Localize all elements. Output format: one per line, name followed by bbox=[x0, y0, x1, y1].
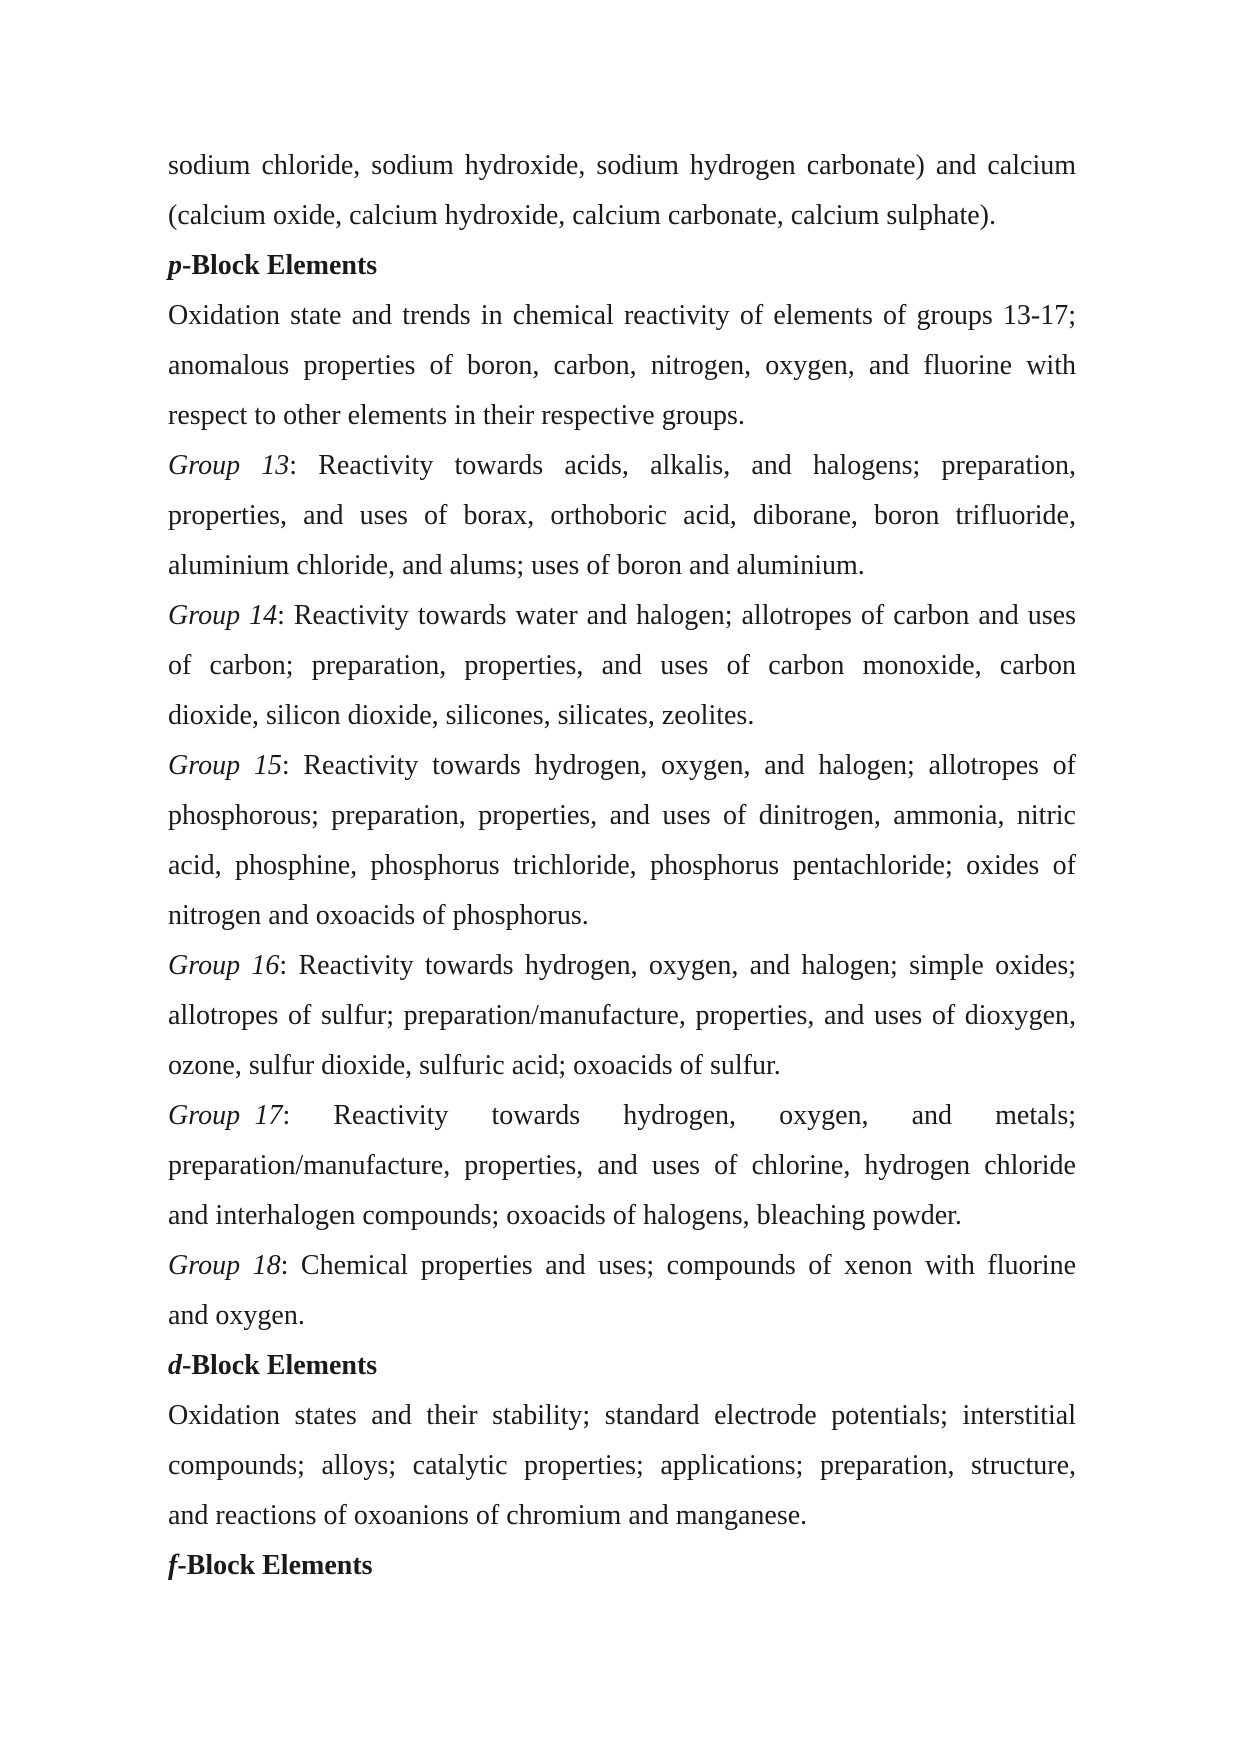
group-text: : Chemical properties and uses; compounds of xenon with fluorine bbox=[280, 1250, 1077, 1281]
group-text: : Reactivity towards hydrogen, oxygen, and halogen; allotropes of bbox=[281, 750, 1077, 781]
text-line: properties, and uses of borax, orthoboric acid, diborane, boron trifluoride, bbox=[168, 500, 1076, 531]
group-label: Group 14 bbox=[168, 600, 278, 631]
text-line: and interhalogen compounds; oxoacids of halogens, bleaching powder. bbox=[168, 1200, 962, 1231]
text-line: respect to other elements in their respective groups. bbox=[168, 400, 745, 431]
text-line: ozone, sulfur dioxide, sulfuric acid; oxoacids of sulfur. bbox=[168, 1050, 781, 1081]
text-line: nitrogen and oxoacids of phosphorus. bbox=[168, 900, 589, 931]
text-line: and oxygen. bbox=[168, 1300, 305, 1331]
group-16-line bbox=[168, 941, 1076, 991]
heading-letter: p bbox=[168, 250, 182, 281]
text-line: allotropes of sulfur; preparation/manufacture, properties, and uses of dioxygen, bbox=[168, 1000, 1076, 1031]
group-label: Group 15 bbox=[168, 750, 282, 781]
group-text: : Reactivity towards acids, alkalis, and halogens; preparation, bbox=[289, 450, 1077, 481]
text-line: anomalous properties of boron, carbon, nitrogen, oxygen, and fluorine with bbox=[168, 350, 1076, 381]
heading-letter: f bbox=[168, 1550, 178, 1581]
text-line: aluminium chloride, and alums; uses of boron and aluminium. bbox=[168, 550, 865, 581]
text-line: acid, phosphine, phosphorus trichloride, phosphorus pentachloride; oxides of bbox=[168, 850, 1076, 881]
group-text: : Reactivity towards hydrogen, oxygen, and halogen; simple oxides; bbox=[279, 950, 1077, 981]
document-page bbox=[168, 141, 1076, 1591]
group-18-line bbox=[168, 1241, 1076, 1291]
section-heading-p-block bbox=[168, 241, 1076, 291]
group-17-line bbox=[168, 1091, 1076, 1141]
group-14-line bbox=[168, 591, 1076, 641]
text-line: preparation/manufacture, properties, and uses of chlorine, hydrogen chloride bbox=[168, 1150, 1076, 1181]
heading-text: -Block Elements bbox=[182, 250, 378, 281]
text-line: compounds; alloys; catalytic properties; applications; preparation, structure, bbox=[168, 1450, 1076, 1481]
text-line: (calcium oxide, calcium hydroxide, calcium carbonate, calcium sulphate). bbox=[168, 200, 996, 231]
heading-letter: d bbox=[168, 1350, 182, 1381]
text-line: Oxidation state and trends in chemical reactivity of elements of groups 13-17; bbox=[168, 300, 1076, 331]
text-line: sodium chloride, sodium hydroxide, sodium hydrogen carbonate) and calcium bbox=[168, 150, 1076, 181]
group-label: Group 18 bbox=[168, 1250, 281, 1281]
heading-text: -Block Elements bbox=[177, 1550, 373, 1581]
section-heading-d-block bbox=[168, 1341, 1076, 1391]
text-line: of carbon; preparation, properties, and uses of carbon monoxide, carbon bbox=[168, 650, 1076, 681]
text-line: phosphorous; preparation, properties, and uses of dinitrogen, ammonia, nitric bbox=[168, 800, 1076, 831]
text-line: dioxide, silicon dioxide, silicones, silicates, zeolites. bbox=[168, 700, 755, 731]
section-heading-f-block bbox=[168, 1541, 1076, 1591]
group-label: Group 16 bbox=[168, 950, 280, 981]
heading-text: -Block Elements bbox=[182, 1350, 378, 1381]
group-15-line bbox=[168, 741, 1076, 791]
text-line: and reactions of oxoanions of chromium and manganese. bbox=[168, 1500, 808, 1531]
group-label: Group 17 bbox=[168, 1100, 283, 1131]
group-13-line bbox=[168, 441, 1076, 491]
group-label: Group 13 bbox=[168, 450, 290, 481]
group-text: : Reactivity towards hydrogen, oxygen, and metals; bbox=[282, 1100, 1077, 1131]
text-line: Oxidation states and their stability; standard electrode potentials; interstitial bbox=[168, 1400, 1076, 1431]
group-text: : Reactivity towards water and halogen; allotropes of carbon and uses bbox=[277, 600, 1076, 631]
